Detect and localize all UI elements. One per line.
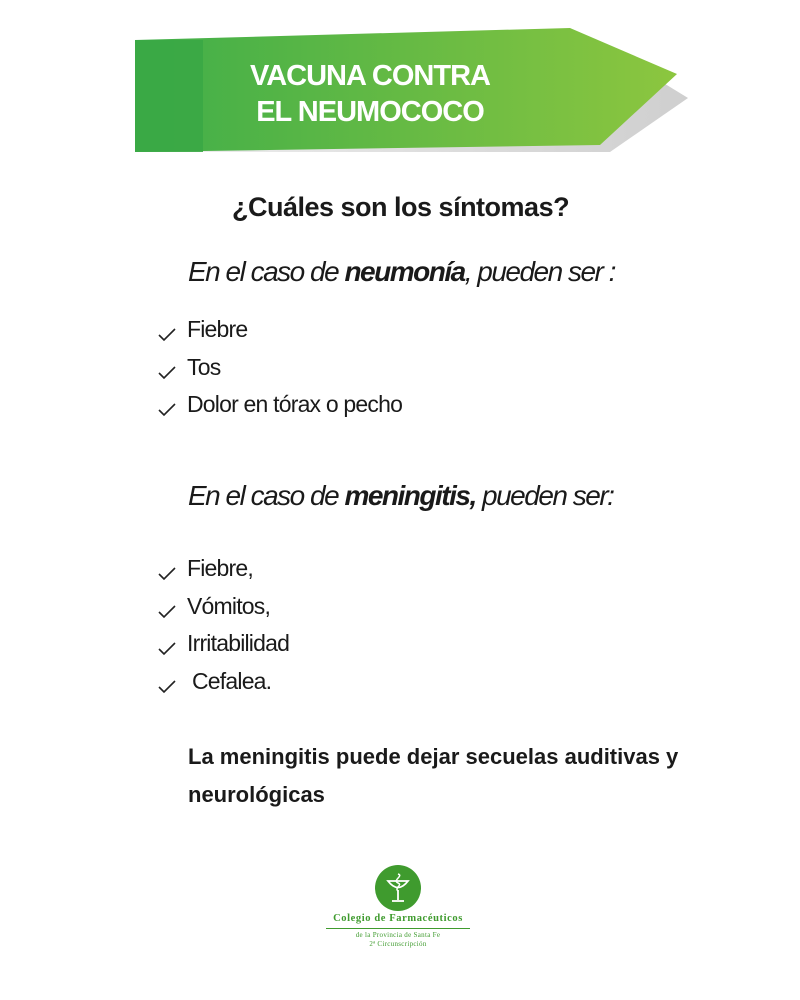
logo-circunscripcion: 2ª Circunscripción: [369, 940, 427, 948]
check-icon: [157, 327, 177, 343]
check-icon: [157, 641, 177, 657]
banner-title-line1: VACUNA CONTRA: [250, 60, 490, 92]
check-icon: [157, 566, 177, 582]
check-icon: [157, 679, 177, 695]
symptom-label: Fiebre,: [187, 555, 253, 581]
meningitis-heading-prefix: En el caso de: [188, 480, 345, 511]
meningitis-heading: [188, 480, 613, 512]
logo-divider: [326, 928, 470, 929]
symptom-label: Irritabilidad: [187, 630, 290, 656]
check-icon: [157, 402, 177, 418]
symptom-label: Dolor en tórax o pecho: [187, 391, 403, 417]
symptom-label: Vómitos,: [187, 592, 271, 619]
meningitis-heading-emphasis: meningitis,: [344, 480, 476, 511]
neumonia-heading-emphasis: neumonía: [344, 256, 465, 287]
check-icon: [157, 604, 177, 620]
neumonia-heading: [188, 256, 615, 288]
page-question: ¿Cuáles son los síntomas?: [232, 192, 570, 222]
banner-accent-strip: [135, 40, 203, 152]
meningitis-heading-suffix: pueden ser:: [475, 480, 614, 511]
check-icon: [157, 365, 177, 381]
neumonia-heading-suffix: , pueden ser :: [464, 256, 615, 287]
sequelae-note: La meningitis puede dejar secuelas auditivas y neurológicas: [188, 744, 679, 807]
neumonia-heading-prefix: En el caso de: [188, 256, 345, 287]
symptom-label: Fiebre: [187, 316, 248, 342]
logo-name: Colegio de Farmacéuticos: [333, 913, 463, 924]
caduceus-cup-icon: [374, 864, 422, 912]
banner-title: [205, 58, 535, 130]
banner-title-line2: EL NEUMOCOCO: [256, 96, 484, 128]
symptom-label: Cefalea.: [192, 667, 272, 694]
logo-province: de la Provincia de Santa Fe: [355, 931, 441, 939]
symptom-label: Tos: [187, 353, 221, 380]
pharmacists-college-logo: [318, 864, 478, 954]
